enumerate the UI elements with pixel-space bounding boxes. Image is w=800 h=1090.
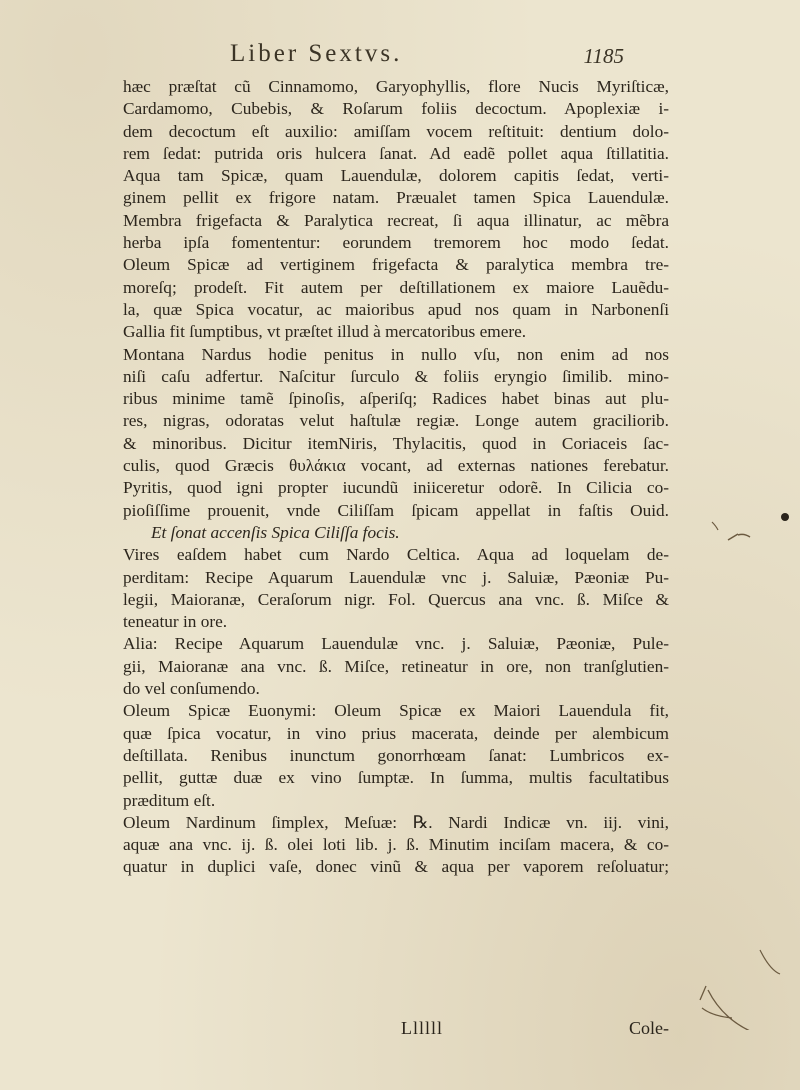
- body-text: [123, 76, 669, 879]
- text-line: teneatur in ore.: [123, 612, 228, 632]
- text-line: niſi caſu adfertur. Naſcitur ſurculo & foliis eryngio ſimilib. mino-: [123, 366, 669, 386]
- text-line: herba ipſa fomententur: eorundem tremorem hoc modo ſedat.: [123, 233, 669, 253]
- text-line: ribus minime tamẽ ſpinoſis, aſperiſq; Radices habet binas aut plu-: [123, 389, 669, 409]
- text-line: ginem pellit ex frigore natam. Præualet tamen Spica Lauendulæ.: [123, 188, 669, 208]
- text-line: do vel conſumendo.: [123, 679, 260, 699]
- text-line: Cardamomo, Cubebis, & Roſarum foliis decoctum. Apoplexiæ i-: [123, 99, 669, 119]
- text-line: præditum eſt.: [123, 790, 216, 810]
- catchword: Cole-: [629, 1018, 669, 1038]
- text-line: Montana Nardus hodie penitus in nullo vſu, non enim ad nos: [123, 344, 669, 364]
- text-line: res, nigras, odoratas velut haſtulæ regiæ. Longe autem graciliorib.: [123, 411, 669, 431]
- text-line: Oleum Spicæ Euonymi: Oleum Spicæ ex Maiori Lauendula fit,: [123, 701, 669, 721]
- text-line: moreſq; prodeſt. Fit autem per deſtillationem ex maiore Lauẽdu-: [123, 277, 669, 297]
- text-line: culis, quod Græcis θυλάκια vocant, ad externas nationes ferebatur.: [123, 456, 669, 476]
- text-line: perditam: Recipe Aquarum Lauendulæ vnc j. Saluiæ, Pæoniæ Pu-: [123, 567, 669, 587]
- text-line: legii, Maioranæ, Ceraſorum nigr. Fol. Quercus ana vnc. ß. Miſce &: [123, 589, 669, 609]
- text-line: aquæ ana vnc. ij. ß. olei loti lib. j. ß. Minutim inciſam macera, & co-: [123, 835, 669, 855]
- text-line: Aqua tam Spicæ, quam Lauendulæ, dolorem capitis ſedat, verti-: [123, 166, 669, 186]
- text-line: gii, Maioranæ ana vnc. ß. Miſce, retineatur in ore, non tranſglutien-: [123, 656, 669, 676]
- text-line: hæc præſtat cũ Cinnamomo, Garyophyllis, flore Nucis Myriſticæ,: [123, 77, 669, 96]
- ink-stroke-marks: [690, 510, 800, 1030]
- text-line: rem ſedat: putrida oris hulcera ſanat. Ad eadẽ pollet aqua ſtillatitia.: [123, 143, 669, 163]
- text-line: quatur in duplici vaſe, donec vinũ & aqua per vaporem reſoluatur;: [123, 857, 669, 877]
- text-line: pellit, guttæ duæ ex vino ſumptæ. In ſumma, multis facultatibus: [123, 768, 669, 788]
- text-line: & minoribus. Dicitur itemNiris, Thylacitis, quod in Coriaceis ſac-: [123, 433, 669, 453]
- text-line: pioſiſſime prouenit, vnde Ciliſſam ſpicam appellat in faſtis Ouid.: [123, 500, 669, 520]
- text-line: Vires eaſdem habet cum Nardo Celtica. Aqua ad loquelam de-: [123, 545, 669, 565]
- text-line: Alia: Recipe Aquarum Lauendulæ vnc. j. Saluiæ, Pæoniæ, Pule-: [123, 634, 669, 654]
- page-header: [222, 36, 624, 72]
- running-title: Liber Sextvs.: [230, 40, 403, 67]
- text-line: Membra frigefacta & Paralytica recreat, ſi aqua illinatur, ac mẽbra: [123, 210, 669, 230]
- text-line: quæ ſpica vocatur, in vino prius macerata, deinde per alembicum: [123, 723, 669, 743]
- text-line: deſtillata. Renibus inunctum gonorrhœam ſanat: Lumbricos ex-: [123, 745, 669, 765]
- text-line: dem decoctum eſt auxilio: amiſſam vocem reſtituit: dentium dolo-: [123, 121, 669, 141]
- text-line: Pyritis, quod igni propter iucundũ iniiceretur odorẽ. In Cilicia co-: [123, 478, 669, 498]
- page-footer: [123, 1018, 669, 1042]
- page-number: 1185: [583, 44, 624, 68]
- text-line: Oleum Spicæ ad vertiginem frigefacta & paralytica membra tre-: [123, 255, 669, 275]
- signature-mark: Llllll: [401, 1018, 443, 1038]
- verse-line: Et ſonat accenſis Spica Ciliſſa focis.: [151, 522, 400, 542]
- text-line: la, quæ Spica vocatur, ac maioribus apud nos quam in Narbonenſi: [123, 299, 669, 319]
- text-line: Oleum Nardinum ſimplex, Meſuæ: ℞. Nardi Indicæ vn. iij. vini,: [123, 812, 669, 832]
- text-line: Gallia fit ſumptibus, vt præſtet illud à mercatoribus emere.: [123, 322, 527, 342]
